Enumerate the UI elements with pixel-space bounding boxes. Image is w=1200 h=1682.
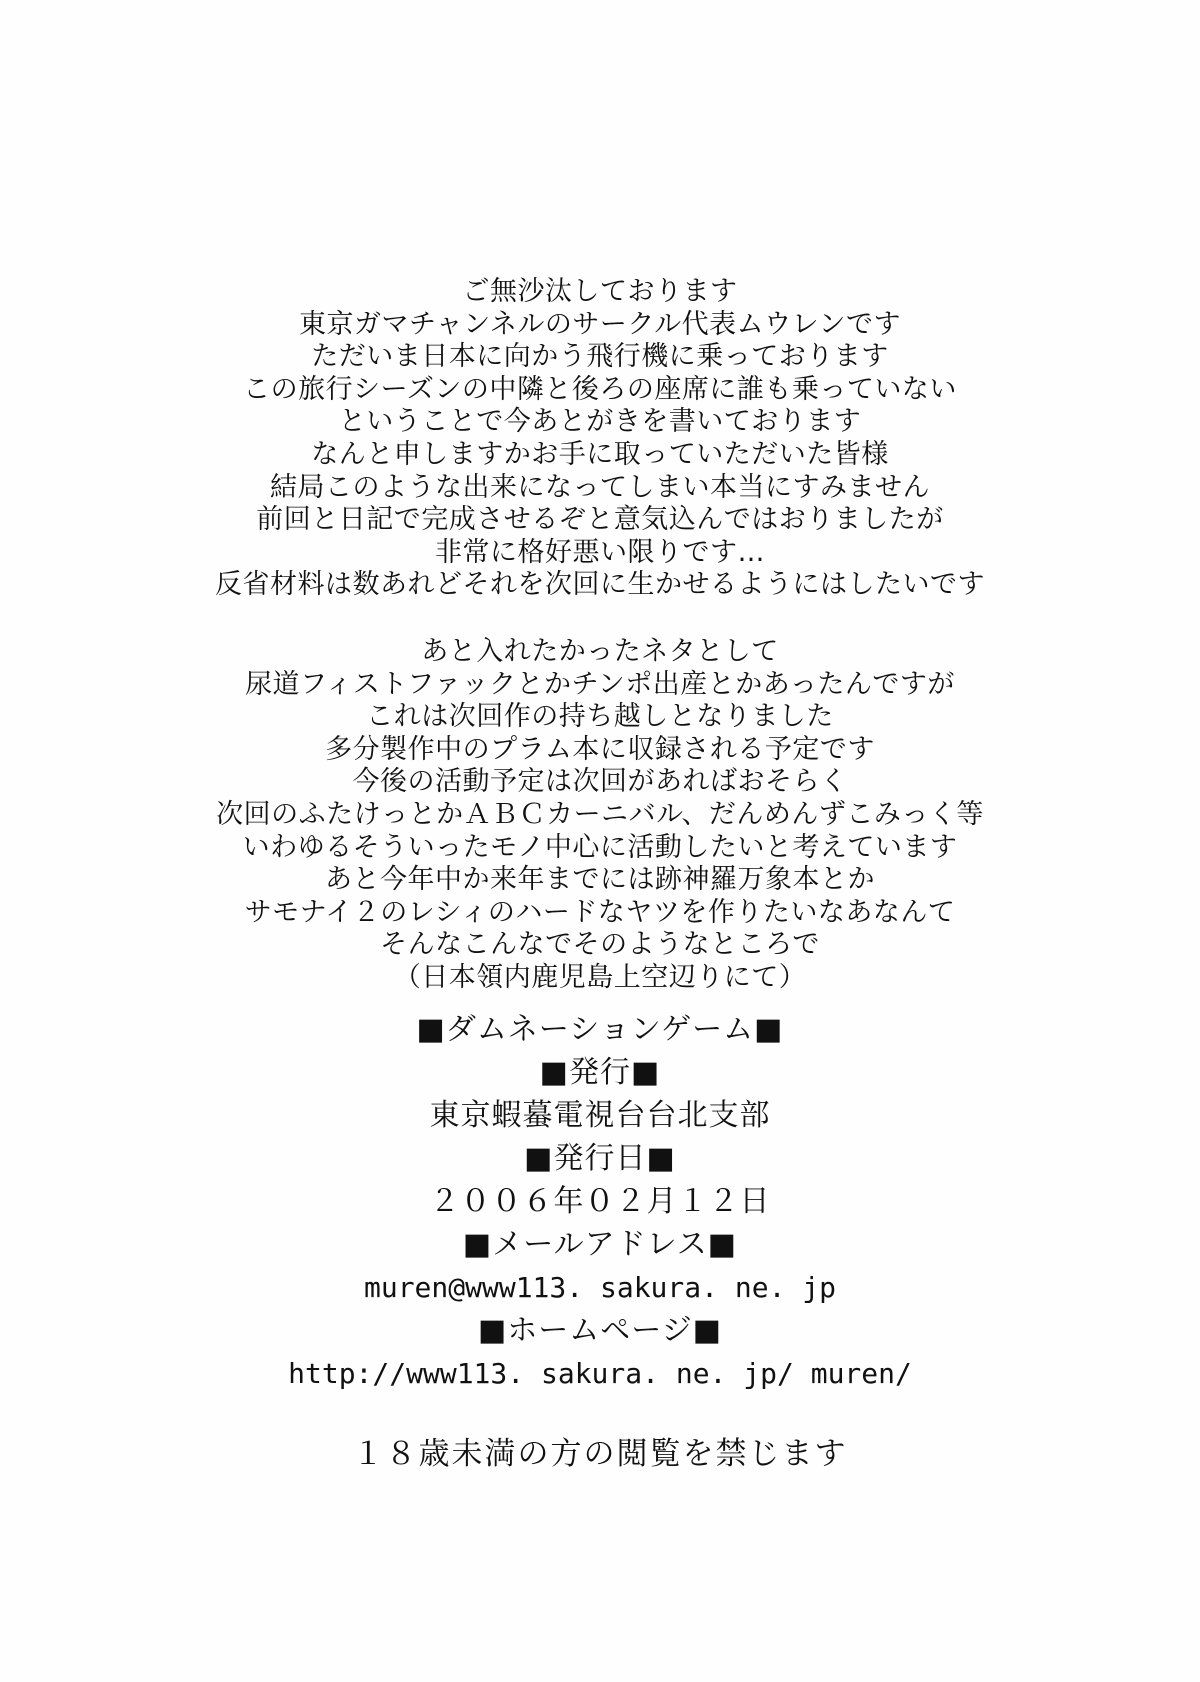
afterword-line: 東京ガマチャンネルのサークル代表ムウレンです	[299, 308, 901, 340]
afterword-line: あと今年中か来年までには跡神羅万象本とか	[325, 864, 875, 896]
afterword-line: そんなこんなでそのようなところで	[380, 929, 820, 961]
afterword-paragraph-2	[0, 636, 1200, 995]
publisher-name: 東京蝦蟇電視台台北支部	[429, 1098, 771, 1133]
afterword-line: 尿道フィストファックとかチンポ出産とかあったんですが	[245, 668, 955, 700]
afterword-line: 非常に格好悪い限りです…	[435, 536, 765, 568]
afterword-line: 次回のふたけっとかＡＢＣカーニバル、だんめんずこみっく等	[216, 798, 984, 830]
colophon	[0, 1008, 1200, 1395]
publish-date-heading: ■発行日■	[524, 1141, 676, 1176]
afterword-line: （日本領内鹿児島上空辺りにて）	[393, 961, 807, 993]
afterword-line: 多分製作中のプラム本に収録される予定です	[325, 733, 875, 765]
publish-date: ２００６年０２月１２日	[429, 1184, 771, 1219]
afterword-line: ただいま日本に向かう飛行機に乗っております	[311, 341, 889, 373]
afterword-line: 前回と日記で完成させるぞと意気込んではおりましたが	[256, 504, 944, 536]
afterword-paragraph-1	[0, 276, 1200, 602]
afterword-line: いわゆるそういったモノ中心に活動したいと考えています	[242, 831, 958, 863]
afterword-line: あと入れたかったネタとして	[421, 636, 779, 667]
afterword-line: この旅行シーズンの中隣と後ろの座席に誰も乗っていない	[243, 373, 957, 405]
age-restriction-notice: １８歳未満の方の閲覧を禁じます	[352, 1436, 848, 1472]
book-title: ■ダムネーションゲーム■	[416, 1012, 784, 1047]
afterword-line: 結局このような出来になってしまい本当にすみません	[270, 471, 930, 503]
homepage-heading: ■ホームページ■	[477, 1313, 723, 1348]
afterword-line: サモナイ２のレシィのハードなヤツを作りたいなあなんて	[244, 896, 956, 928]
afterword-line: 反省材料は数あれどそれを次回に生かせるようにはしたいです	[215, 569, 985, 601]
afterword-line: ご無沙汰しております	[462, 276, 738, 307]
afterword-line: ということで今あとがきを書いております	[338, 406, 862, 438]
afterword-line: 今後の活動予定は次回があればおそらく	[352, 766, 848, 798]
publisher-heading: ■発行■	[539, 1055, 661, 1090]
homepage-url: http://www113. sakura. ne. jp/ muren/	[288, 1357, 912, 1390]
afterword-line: なんと申しますかお手に取っていただいた皆様	[311, 438, 889, 470]
email-address: muren@www113. sakura. ne. jp	[363, 1271, 836, 1304]
email-heading: ■メールアドレス■	[462, 1227, 738, 1262]
afterword-line: これは次回作の持ち越しとなりました	[366, 701, 834, 733]
